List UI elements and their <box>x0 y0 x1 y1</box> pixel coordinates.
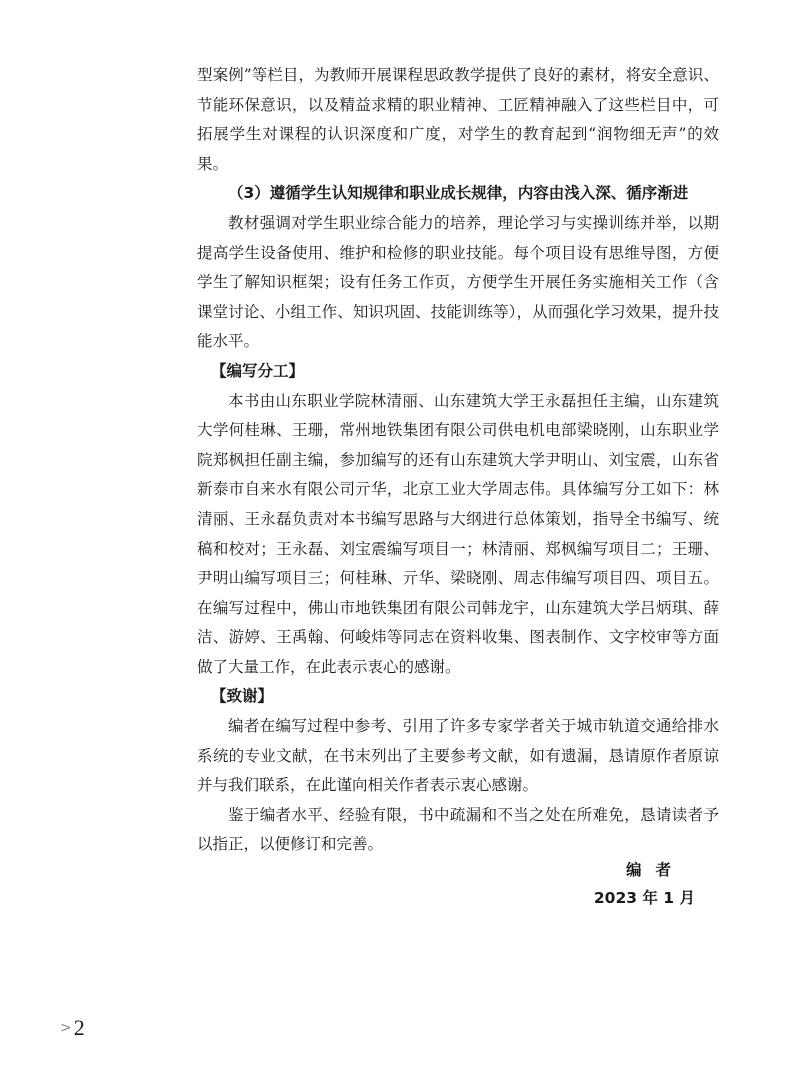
signature-author: 编者 <box>625 861 685 879</box>
paragraph-division: 本书由山东职业学院林清丽、山东建筑大学王永磊担任主编，山东建筑大学何桂琳、王珊，常州地铁集团有限公司供电机电部梁晓刚，山东职业学院郑枫担任副主编，参加编写的还有山东建筑大学尹明山、刘宝震，山东省新泰市自来水有限公司亓华，北京工业大学周志伟。具体编写分工如下：林清丽、王永磊负责对本书编写思路与大纲进行总体策划，指导全书编写、统稿和校对；王永磊、刘宝震编写项目一；林清丽、郑枫编写项目二；王珊、尹明山编写项目三；何桂琳、亓华、梁晓刚、周志伟编写项目四、项目五。在编写过程中，佛山市地铁集团有限公司韩龙宇，山东建筑大学吕炳琪、薛洁、游婷、王禹翰、何峻炜等同志在资料收集、图表制作、文字校审等方面做了大量工作，在此表示衷心的感谢。 <box>197 391 719 676</box>
subheading-3: （3）遵循学生认知规律和职业成长规律，内容由浅入深、循序渐进 <box>228 184 689 203</box>
paragraph-thanks-1: 编者在编写过程中参考、引用了许多专家学者关于城市轨道交通给排水系统的专业文献，在书末列出了主要参考文献，如有遗漏，恳请原作者原谅并与我们联系，在此谨向相关作者表示衷心感谢。 <box>197 717 719 795</box>
paragraph-intro-continuation: 型案例”等栏目，为教师开展课程思政教学提供了良好的素材，将安全意识、节能环保意识，以及精益求精的职业精神、工匠精神融入了这些栏目中，可拓展学生对课程的认识深度和广度，对学生的教育起到“润物细无声”的效果。 <box>197 66 719 173</box>
chevron-right-icon: > <box>60 1020 72 1036</box>
signature-date: 2023 年 1 月 <box>593 889 695 907</box>
section-title-thanks: 【致谢】 <box>211 687 274 706</box>
page-footer <box>60 1015 85 1041</box>
page-number: 2 <box>73 1015 85 1040</box>
signature-block <box>495 856 695 912</box>
document-body <box>197 61 719 860</box>
paragraph-thanks-2: 鉴于编者水平、经验有限，书中疏漏和不当之处在所难免，恳请读者予以指正，以便修订和完善。 <box>197 805 719 854</box>
section-title-division: 【编写分工】 <box>211 361 305 380</box>
paragraph-textbook-emphasis: 教材强调对学生职业综合能力的培养，理论学习与实操训练并举，以期提高学生设备使用、维护和检修的职业技能。每个项目设有思维导图，方便学生了解知识框架；设有任务工作页，方便学生开展任务实施相关工作（含课堂讨论、小组工作、知识巩固、技能训练等），从而强化学习效果，提升技能水平。 <box>197 213 719 351</box>
